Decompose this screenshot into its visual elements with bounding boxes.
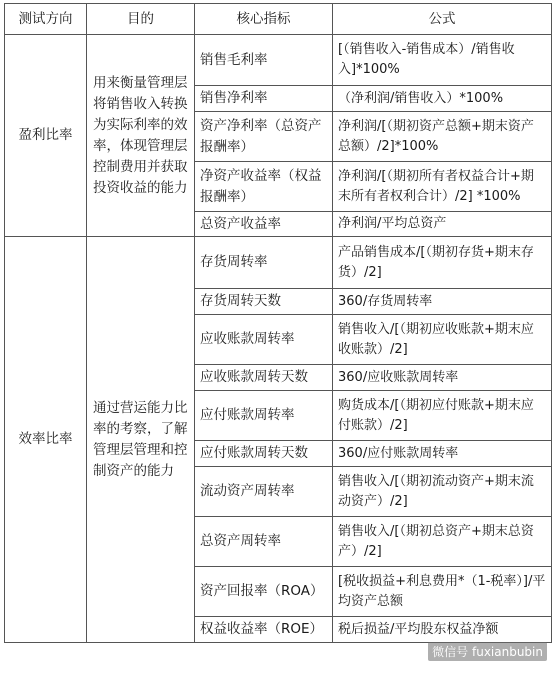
table-row <box>5 35 552 86</box>
formula-cell: 360/存货周转率 <box>333 289 552 315</box>
metric-cell: 权益收益率（ROE） <box>195 617 333 643</box>
metric-cell: 总资产收益率 <box>195 212 333 237</box>
formula-cell: [（销售收入-销售成本）/销售收入]*100% <box>333 35 552 86</box>
metric-cell: 应收账款周转率 <box>195 315 333 365</box>
direction-cell: 效率比率 <box>5 237 87 643</box>
header-direction: 测试方向 <box>5 4 87 35</box>
formula-cell: 净利润/[（期初资产总额+期末资产总额）/2]*100% <box>333 112 552 162</box>
direction-cell: 盈利比率 <box>5 35 87 237</box>
formula-cell: 购货成本/[（期初应付账款+期末应付账款）/2] <box>333 391 552 441</box>
metric-cell: 总资产周转率 <box>195 517 333 567</box>
header-purpose: 目的 <box>87 4 195 35</box>
table-row <box>5 237 552 289</box>
header-formula: 公式 <box>333 4 552 35</box>
watermark-label: 微信号 fuxianbubin <box>428 642 547 661</box>
metric-cell: 净资产收益率（权益报酬率） <box>195 162 333 212</box>
purpose-cell: 通过营运能力比率的考察，了解管理层管理和控制资产的能力 <box>87 237 195 643</box>
metric-cell: 应付账款周转率 <box>195 391 333 441</box>
metric-cell: 销售净利率 <box>195 86 333 112</box>
formula-cell: 税后损益/平均股东权益净额 <box>333 617 552 643</box>
metric-cell: 应收账款周转天数 <box>195 365 333 391</box>
formula-cell: （净利润/销售收入）*100% <box>333 86 552 112</box>
formula-cell: 销售收入/[（期初总资产+期末总资产）/2] <box>333 517 552 567</box>
formula-cell: 净利润/[（期初所有者权益合计+期末所有者权利合计）/2] *100% <box>333 162 552 212</box>
metric-cell: 资产回报率（ROA） <box>195 567 333 617</box>
metric-cell: 存货周转天数 <box>195 289 333 315</box>
formula-cell: 销售收入/[（期初流动资产+期末流动资产）/2] <box>333 467 552 517</box>
purpose-cell: 用来衡量管理层将销售收入转换为实际利率的效率，体现管理层控制费用并获取投资收益的能力 <box>87 35 195 237</box>
metric-cell: 应付账款周转天数 <box>195 441 333 467</box>
metric-cell: 销售毛利率 <box>195 35 333 86</box>
formula-cell: 360/应付账款周转率 <box>333 441 552 467</box>
header-row <box>5 4 552 35</box>
formula-cell: [税收损益+利息费用*（1-税率）]/平均资产总额 <box>333 567 552 617</box>
metric-cell: 资产净利率（总资产报酬率） <box>195 112 333 162</box>
formula-cell: 360/应收账款周转率 <box>333 365 552 391</box>
metric-cell: 存货周转率 <box>195 237 333 289</box>
metric-cell: 流动资产周转率 <box>195 467 333 517</box>
formula-cell: 净利润/平均总资产 <box>333 212 552 237</box>
formula-cell: 销售收入/[（期初应收账款+期末应收账款）/2] <box>333 315 552 365</box>
header-metric: 核心指标 <box>195 4 333 35</box>
formula-cell: 产品销售成本/[（期初存货+期末存货）/2] <box>333 237 552 289</box>
financial-ratio-table <box>4 3 552 643</box>
